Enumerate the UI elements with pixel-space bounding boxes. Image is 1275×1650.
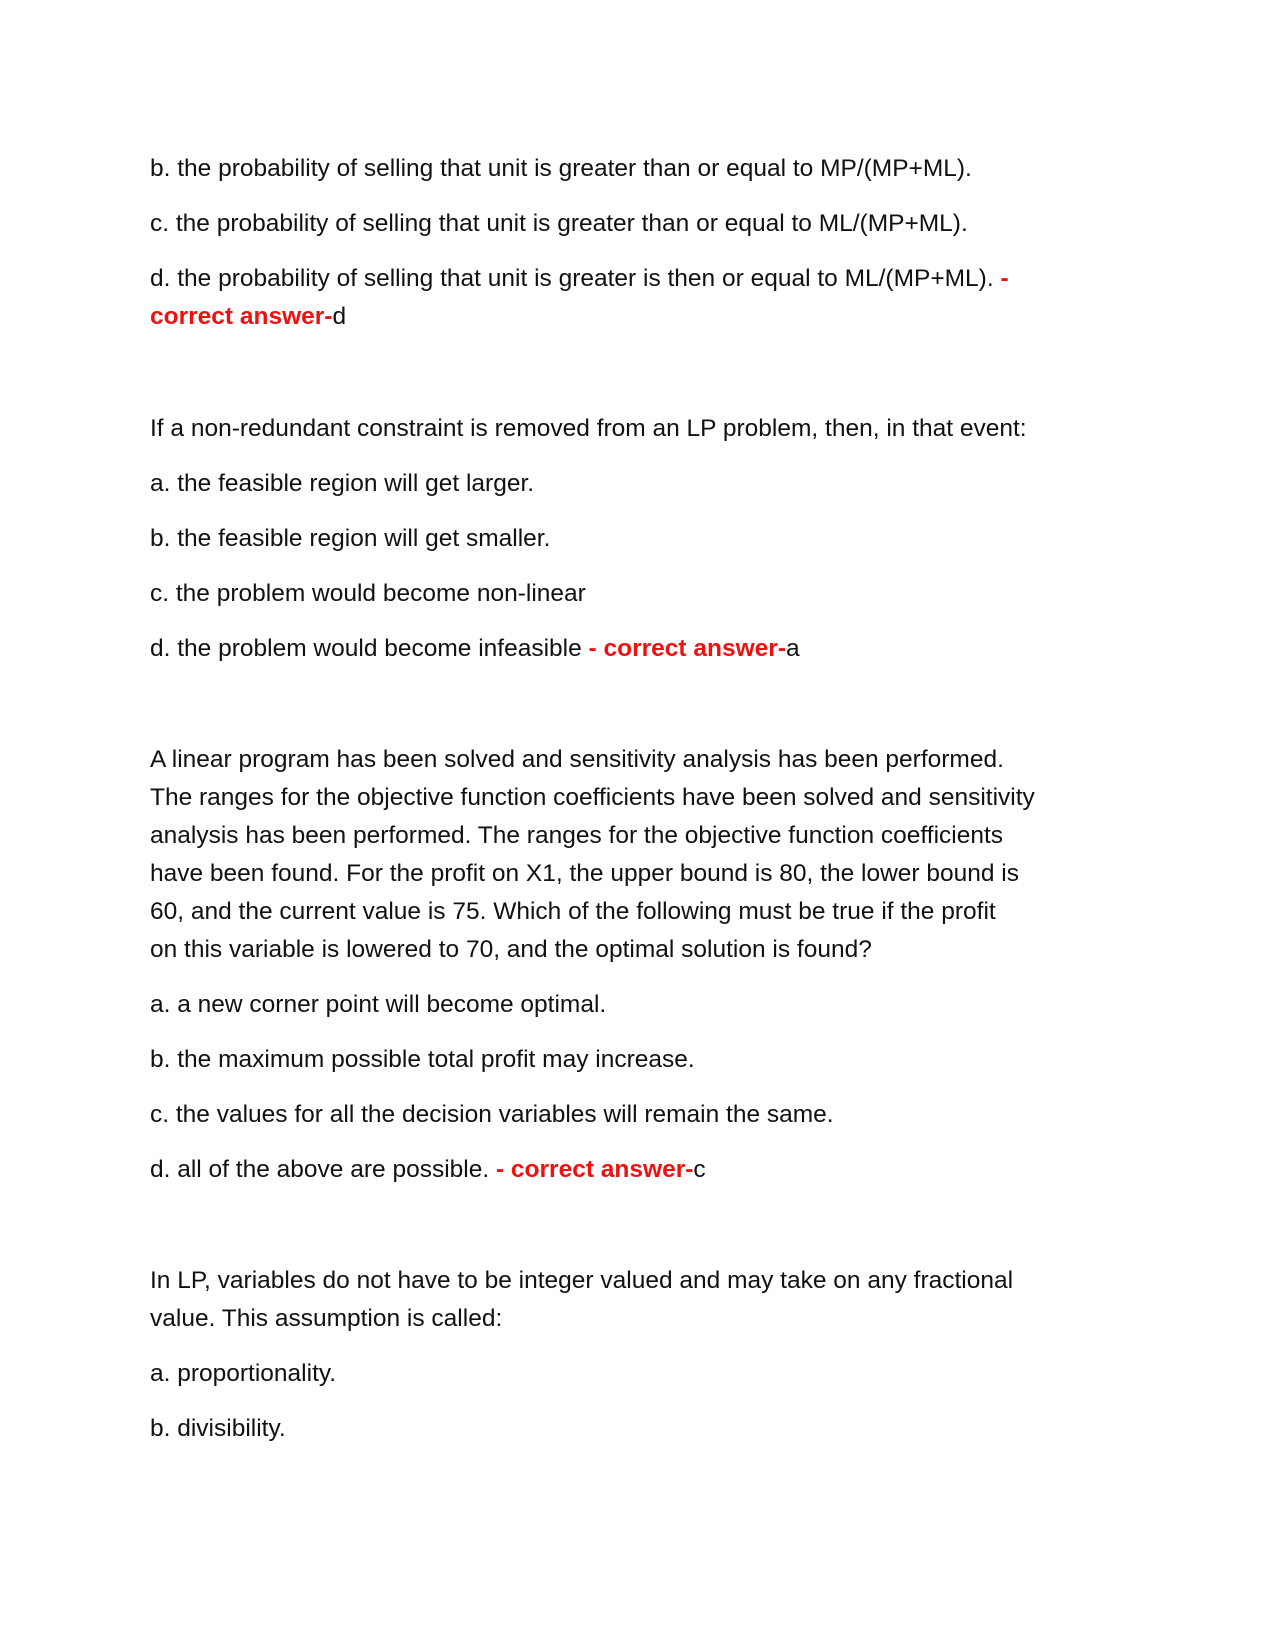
option-a: a. a new corner point will become optimal. [150, 991, 607, 1018]
option-a: a. the feasible region will get larger. [150, 470, 535, 497]
correct-answer-marker: - correct answer- [495, 1156, 694, 1183]
question-stem-line: have been found. For the profit on X1, the upper bound is 80, the lower bound is [150, 860, 1019, 887]
question-stem-line: 60, and the current value is 75. Which of the following must be true if the profit [150, 898, 996, 925]
option-b: b. the probability of selling that unit is greater than or equal to MP/(MP+ML). [150, 155, 972, 182]
option-b: b. divisibility. [150, 1415, 286, 1442]
question-stem-line: The ranges for the objective function coefficients have been solved and sensitivity [150, 784, 1035, 811]
answer: a [785, 635, 800, 662]
option-d [150, 1151, 706, 1189]
option-c: c. the problem would become non-linear [150, 580, 586, 607]
question-stem-line: value. This assumption is called: [150, 1305, 503, 1332]
question-stem-line: analysis has been performed. The ranges for the objective function coefficients [150, 822, 1004, 849]
option-b: b. the maximum possible total profit may increase. [150, 1046, 695, 1073]
option-c: c. the probability of selling that unit is greater than or equal to ML/(MP+ML). [150, 210, 968, 237]
answer: d [332, 303, 347, 330]
question-stem-line: on this variable is lowered to 70, and the optimal solution is found? [150, 936, 872, 963]
correct-answer-marker: correct answer- [150, 303, 333, 330]
option-d [150, 630, 800, 668]
dash: - [1000, 265, 1009, 292]
option-text: d. the probability of selling that unit is greater is then or equal to ML/(MP+ML). [150, 265, 1001, 292]
option-text: d. the problem would become infeasible [150, 635, 589, 662]
answer: c [693, 1156, 706, 1183]
question-stem: If a non-redundant constraint is removed from an LP problem, then, in that event: [150, 415, 1027, 442]
option-d [150, 260, 1009, 298]
option-text: d. all of the above are possible. [150, 1156, 496, 1183]
option-c: c. the values for all the decision variables will remain the same. [150, 1101, 834, 1128]
option-a: a. proportionality. [150, 1360, 337, 1387]
answer-line [150, 298, 346, 336]
option-b: b. the feasible region will get smaller. [150, 525, 551, 552]
correct-answer-marker: - correct answer- [588, 635, 786, 662]
question-stem-line: In LP, variables do not have to be integer valued and may take on any fractional [150, 1267, 1014, 1294]
question-stem-line: A linear program has been solved and sensitivity analysis has been performed. [150, 746, 1004, 773]
